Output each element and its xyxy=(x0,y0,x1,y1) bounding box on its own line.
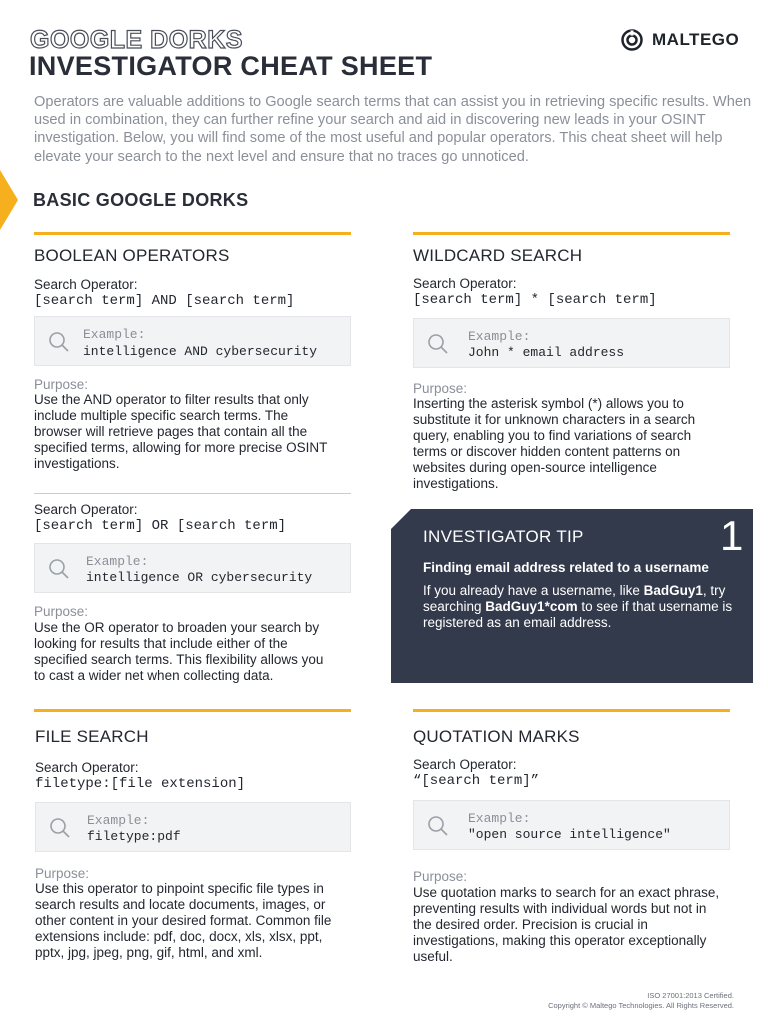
footer-copyright: Copyright © Maltego Technologies. All Rights Reserved. xyxy=(548,1001,734,1010)
example-box xyxy=(413,318,730,368)
maltego-logo xyxy=(620,28,739,52)
wildcard-title: WILDCARD SEARCH xyxy=(413,246,583,265)
example-label: Example: xyxy=(468,811,531,826)
example-box xyxy=(35,802,351,852)
quotation-syntax: “[search term]” xyxy=(413,773,540,789)
or-example: intelligence OR cybersecurity xyxy=(86,570,313,585)
divider xyxy=(413,232,730,235)
purpose-label: Purpose: xyxy=(35,866,90,881)
intro-paragraph: Operators are valuable additions to Google search terms that can assist you in retrieving specific results. When used in combination, they can further refine your search and aid in discovering new leads in your OSINT investigation. Below, you will find some of the most useful and popular operators. This cheat sheet will help elevate your search to the next level and ensure that no traces go unnoticed. xyxy=(34,94,752,165)
section-title: BASIC GOOGLE DORKS xyxy=(33,190,249,210)
title-outline: GOOGLE DORKS xyxy=(30,26,243,54)
tip-text: , try searching xyxy=(423,583,726,614)
search-operator-label: Search Operator: xyxy=(413,757,517,772)
tip-text: to see if that username is registered as an email address. xyxy=(423,599,733,630)
tip-number: 1 xyxy=(720,512,744,559)
and-syntax: [search term] AND [search term] xyxy=(34,293,295,309)
search-icon xyxy=(48,816,72,840)
example-box xyxy=(34,543,351,593)
example-label: Example: xyxy=(83,327,146,342)
quotation-title: QUOTATION MARKS xyxy=(413,727,580,746)
purpose-label: Purpose: xyxy=(413,381,468,396)
example-label: Example: xyxy=(468,329,531,344)
wildcard-example: John * email address xyxy=(468,345,625,360)
tip-title: INVESTIGATOR TIP xyxy=(423,527,584,546)
tip-username: BadGuy1 xyxy=(643,583,703,598)
file-search-purpose: Use this operator to pinpoint specific file types in search results and locate documents, images, or other content in your desired format. Common file extensions include: pdf, doc, docx, xls, xlsx, ppt, pptx, jpg, jpeg, png, gif, html, and xml. xyxy=(35,881,332,960)
divider xyxy=(34,493,351,494)
search-icon xyxy=(426,814,450,838)
file-search-title: FILE SEARCH xyxy=(35,727,149,746)
purpose-label: Purpose: xyxy=(34,604,89,619)
page-title: INVESTIGATOR CHEAT SHEET xyxy=(29,51,433,81)
or-purpose: Use the OR operator to broaden your search by looking for results that include either of the specified search terms. This flexibility allows you to cast a wider net when collecting data. xyxy=(34,620,324,683)
search-icon xyxy=(426,332,450,356)
purpose-label: Purpose: xyxy=(413,869,468,884)
search-operator-label: Search Operator: xyxy=(35,760,139,775)
divider xyxy=(34,232,351,235)
wildcard-syntax: [search term] * [search term] xyxy=(413,292,657,308)
divider xyxy=(413,709,730,712)
search-operator-label: Search Operator: xyxy=(413,276,517,291)
search-icon xyxy=(47,330,71,354)
file-search-example: filetype:pdf xyxy=(87,829,181,844)
footer-certification: ISO 27001:2013 Certified. xyxy=(647,991,734,1000)
search-operator-label: Search Operator: xyxy=(34,502,138,517)
and-example: intelligence AND cybersecurity xyxy=(83,344,318,359)
section-marker xyxy=(0,170,18,230)
quotation-purpose: Use quotation marks to search for an exact phrase, preventing results with individual words but not in the desired order. Precision is crucial in investigations, making this operator exceptionally useful. xyxy=(413,885,720,964)
example-label: Example: xyxy=(87,813,150,828)
tip-corner-notch xyxy=(391,509,411,529)
tip-text: If you already have a username, like xyxy=(423,583,644,598)
quotation-example: "open source intelligence" xyxy=(468,827,671,842)
tip-subtitle: Finding email address related to a username xyxy=(423,560,709,575)
maltego-logo-icon xyxy=(620,28,644,52)
file-search-syntax: filetype:[file extension] xyxy=(35,776,246,792)
tip-search-query: BadGuy1*com xyxy=(485,599,578,614)
example-box xyxy=(413,800,730,850)
search-icon xyxy=(47,557,71,581)
search-operator-label: Search Operator: xyxy=(34,277,138,292)
or-syntax: [search term] OR [search term] xyxy=(34,518,287,534)
and-purpose: Use the AND operator to filter results that only include multiple specific search terms. The browser will retrieve pages that contain all the specified terms, allowing for more precise OSINT investigations. xyxy=(34,392,328,471)
example-label: Example: xyxy=(86,554,149,569)
logo-text: MALTEGO xyxy=(652,30,740,49)
purpose-label: Purpose: xyxy=(34,377,89,392)
boolean-title: BOOLEAN OPERATORS xyxy=(34,246,230,265)
example-box xyxy=(34,316,351,366)
tip-body xyxy=(423,583,743,631)
wildcard-purpose: Inserting the asterisk symbol (*) allows you to substitute it for unknown characters in a search query, enabling you to find variations of search terms or discover hidden content patterns on websites during open-source intelligence investigations. xyxy=(413,396,696,491)
divider xyxy=(34,709,351,712)
